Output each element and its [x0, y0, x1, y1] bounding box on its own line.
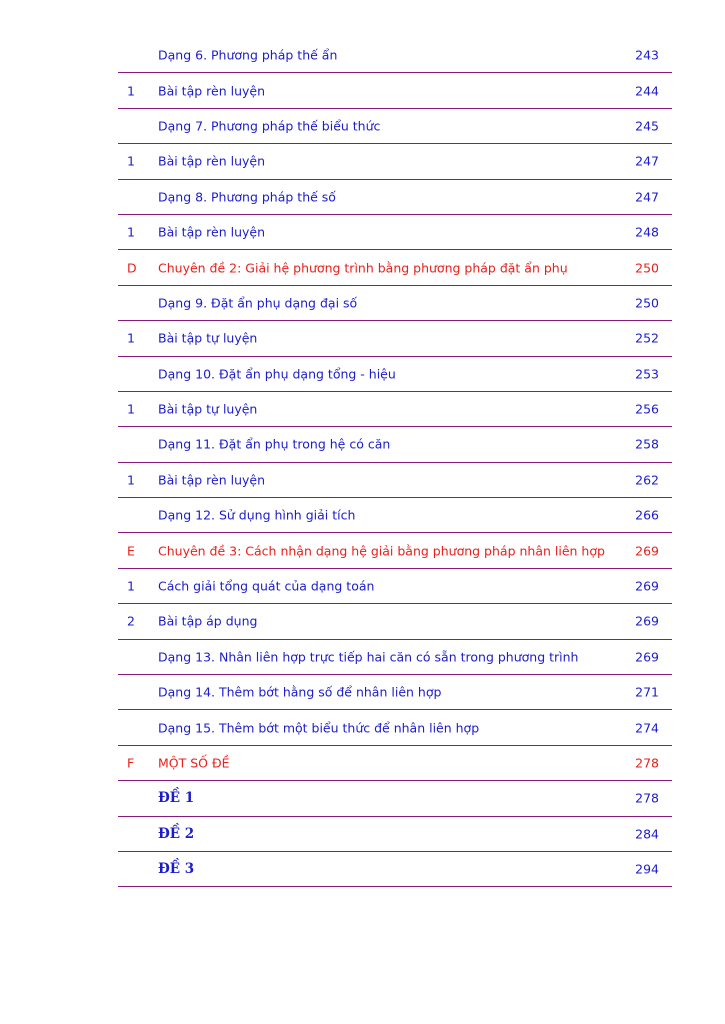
- toc-number: 1: [127, 224, 135, 240]
- toc-row[interactable]: [118, 710, 672, 745]
- toc-page-number: 269: [635, 578, 659, 594]
- toc-page-number: 269: [635, 649, 659, 665]
- toc-page-number: 258: [635, 436, 659, 452]
- toc-page-number: 253: [635, 366, 659, 382]
- toc-title: Chuyên đề 2: Giải hệ phương trình bằng phương pháp đặt ẩn phụ: [158, 260, 568, 276]
- toc-number: 1: [127, 401, 135, 417]
- toc-title: Dạng 12. Sử dụng hình giải tích: [158, 507, 356, 523]
- toc-row[interactable]: [118, 109, 672, 144]
- toc-row[interactable]: [118, 392, 672, 427]
- toc-title: Dạng 9. Đặt ẩn phụ dạng đại số: [158, 295, 358, 311]
- toc-row[interactable]: [118, 640, 672, 675]
- toc-page-number: 278: [635, 790, 659, 806]
- toc-title: Dạng 13. Nhân liên hợp trực tiếp hai căn có sẵn trong phương trình: [158, 649, 579, 665]
- toc-number: 1: [127, 472, 135, 488]
- table-of-contents: [118, 38, 672, 887]
- toc-title: Bài tập áp dụng: [158, 613, 258, 629]
- toc-row[interactable]: [118, 427, 672, 462]
- toc-page-number: 250: [635, 295, 659, 311]
- toc-title: Bài tập rèn luyện: [158, 472, 266, 488]
- toc-title: Dạng 7. Phương pháp thế biểu thức: [158, 118, 381, 134]
- toc-title: Bài tập tự luyện: [158, 401, 258, 417]
- toc-title: MỘT SỐ ĐỀ: [158, 755, 230, 771]
- toc-number: 1: [127, 83, 135, 99]
- toc-title: Dạng 6. Phương pháp thế ẩn: [158, 47, 338, 63]
- toc-number: 1: [127, 330, 135, 346]
- toc-title: ĐỀ 2: [158, 825, 195, 842]
- toc-row[interactable]: [118, 781, 672, 816]
- toc-row[interactable]: [118, 357, 672, 392]
- toc-page-number: 266: [635, 507, 659, 523]
- toc-page-number: 250: [635, 260, 659, 276]
- toc-row[interactable]: [118, 463, 672, 498]
- toc-title: Cách giải tổng quát của dạng toán: [158, 578, 375, 594]
- toc-title: Dạng 15. Thêm bớt một biểu thức để nhân liên hợp: [158, 720, 480, 736]
- toc-number: 1: [127, 578, 135, 594]
- toc-row[interactable]: [118, 286, 672, 321]
- toc-title: ĐỀ 1: [158, 790, 195, 807]
- toc-row[interactable]: [118, 38, 672, 73]
- toc-row[interactable]: [118, 321, 672, 356]
- toc-title: Dạng 10. Đặt ẩn phụ dạng tổng - hiệu: [158, 366, 396, 382]
- toc-page-number: 248: [635, 224, 659, 240]
- toc-page-number: 278: [635, 755, 659, 771]
- toc-row[interactable]: [118, 675, 672, 710]
- toc-number: 2: [127, 613, 135, 629]
- toc-row[interactable]: [118, 144, 672, 179]
- toc-number: F: [127, 755, 135, 771]
- toc-title: Bài tập rèn luyện: [158, 153, 266, 169]
- toc-page-number: 256: [635, 401, 659, 417]
- toc-row[interactable]: [118, 498, 672, 533]
- toc-row[interactable]: [118, 215, 672, 250]
- toc-page-number: 252: [635, 330, 659, 346]
- toc-row[interactable]: [118, 533, 672, 568]
- toc-title: Bài tập tự luyện: [158, 330, 258, 346]
- toc-number: E: [127, 543, 135, 559]
- toc-row[interactable]: [118, 73, 672, 108]
- toc-title: Dạng 8. Phương pháp thế số: [158, 189, 336, 205]
- toc-title: Chuyên đề 3: Cách nhận dạng hệ giải bằng phương pháp nhân liên hợp: [158, 543, 605, 559]
- toc-row[interactable]: [118, 852, 672, 887]
- toc-page-number: 245: [635, 118, 659, 134]
- toc-row[interactable]: [118, 746, 672, 781]
- toc-row[interactable]: [118, 180, 672, 215]
- toc-page-number: 269: [635, 543, 659, 559]
- toc-row[interactable]: [118, 250, 672, 285]
- toc-page-number: 269: [635, 613, 659, 629]
- toc-page-number: 243: [635, 47, 659, 63]
- toc-title: Dạng 11. Đặt ẩn phụ trong hệ có căn: [158, 436, 391, 452]
- toc-page-number: 284: [635, 826, 659, 842]
- toc-page-number: 247: [635, 189, 659, 205]
- toc-title: Bài tập rèn luyện: [158, 83, 266, 99]
- toc-title: ĐỀ 3: [158, 861, 195, 878]
- toc-page-number: 271: [635, 684, 659, 700]
- toc-page-number: 262: [635, 472, 659, 488]
- toc-row[interactable]: [118, 569, 672, 604]
- toc-page-number: 247: [635, 153, 659, 169]
- toc-number: D: [127, 260, 137, 276]
- toc-title: Dạng 14. Thêm bớt hằng số để nhân liên hợp: [158, 684, 442, 700]
- toc-page-number: 294: [635, 861, 659, 877]
- toc-page-number: 274: [635, 720, 659, 736]
- toc-row[interactable]: [118, 817, 672, 852]
- toc-title: Bài tập rèn luyện: [158, 224, 266, 240]
- toc-row[interactable]: [118, 604, 672, 639]
- toc-number: 1: [127, 153, 135, 169]
- toc-page-number: 244: [635, 83, 659, 99]
